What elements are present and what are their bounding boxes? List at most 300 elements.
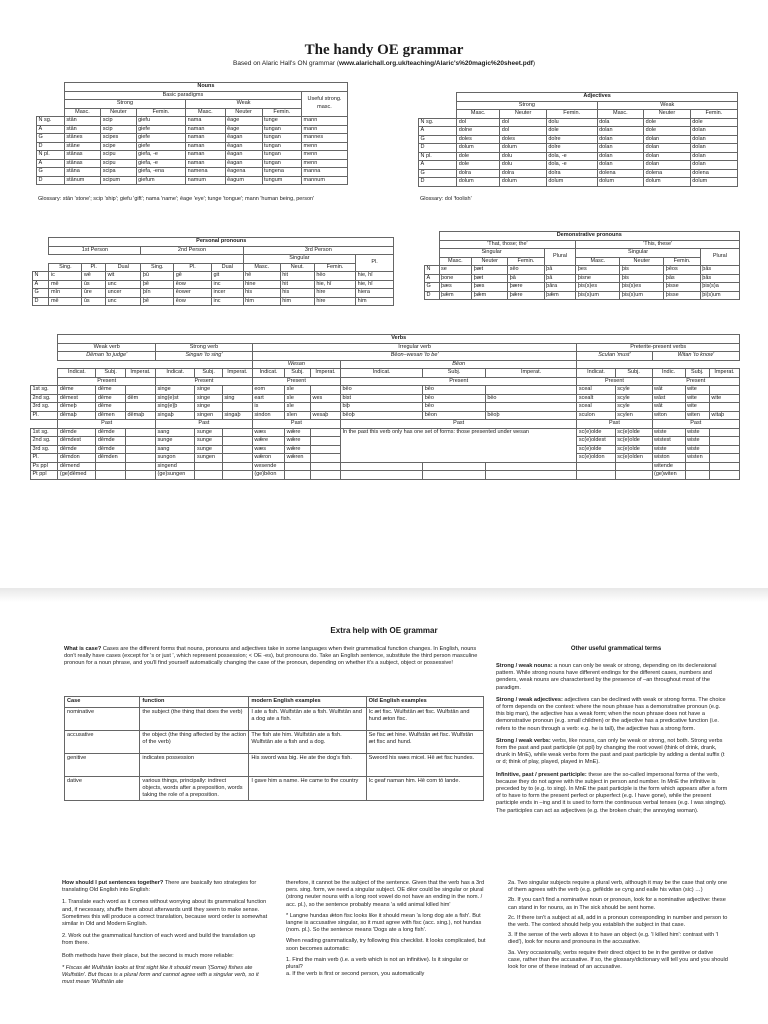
table-cell: dēme [58, 386, 96, 395]
present-subheader: Present [577, 377, 652, 386]
table-cell: scipum [101, 176, 136, 185]
table-cell: dēmeþ [58, 403, 96, 412]
table-cell: giefa, -e [136, 151, 186, 160]
subtitle-link[interactable]: www.alarichall.org.uk/teaching/Alaric's%20magic%20sheet.pdf [338, 60, 533, 67]
table-cell: His sword was big. He ate the dog's fish. [249, 753, 366, 776]
adjectives-table [418, 92, 738, 187]
verbs-strong-header: Strong verb [156, 343, 253, 352]
pronouns-col-header: Masc. [243, 263, 280, 272]
table-cell: wǣre [285, 437, 311, 446]
pronouns-p2: 2nd Person [141, 246, 243, 255]
row-label: G [37, 168, 65, 177]
table-cell: (ge)witen [652, 471, 685, 480]
table-cell: dēmden [96, 454, 126, 463]
table-cell: sunge [195, 428, 222, 437]
table-cell [340, 471, 422, 480]
table-cell [485, 403, 577, 412]
table-cell: sc(e)olde [615, 428, 652, 437]
adjectives-title: Adjectives [457, 93, 738, 102]
table-cell: incer [211, 289, 243, 298]
checklist-a: therefore, it cannot be the subject of the sentence. Given that the verb has a 3rd pers. sing. form, we need a singular subject. OE dēor could be singular or plural (strong neuter nouns with a long root vowel do not have an ending in the nom. / acc. pl.), so the sentence probably means 'a wild animal killed him' [286, 880, 485, 908]
table-cell: wiste [685, 437, 709, 446]
table-row [419, 127, 738, 136]
table-cell: his [243, 289, 280, 298]
table-cell: sungen [195, 454, 222, 463]
table-cell: wiste [652, 445, 685, 454]
adjectives-col-header: Femin. [546, 110, 597, 119]
table-row [31, 462, 740, 471]
table-cell: dēm [125, 394, 155, 403]
table-row [37, 151, 348, 160]
table-cell: dolum [457, 178, 500, 187]
verbs-col-header: Imperat. [485, 369, 577, 378]
table-row [31, 471, 740, 480]
nouns-strong-header: Strong [64, 100, 185, 109]
table-cell: þǣm [472, 291, 508, 300]
pronouns-title: Personal pronouns [49, 238, 394, 247]
table-cell: dole [644, 118, 691, 127]
row-label: A [33, 280, 49, 289]
table-cell: dolan [597, 127, 644, 136]
checklist-column [286, 880, 486, 978]
table-cell: wæs [252, 445, 284, 454]
verbs-col-header: Indicat. [577, 369, 615, 378]
beon-past-note: In the past this verb only has one set of forms: those presented under wesan [340, 428, 576, 462]
table-cell: sīen [285, 411, 311, 420]
row-label: Ps ppl [31, 462, 58, 471]
table-cell [222, 471, 252, 480]
row-label: A [419, 161, 457, 170]
how-text: There are basically two strategies for translating Old English into English: [62, 880, 257, 894]
table-row [33, 289, 394, 298]
row-label: 1st sg. [31, 428, 58, 437]
table-cell [685, 462, 709, 471]
table-cell: scip [101, 117, 136, 126]
table-cell: tungan [262, 125, 301, 134]
term-definition: these are the so-called impersonal forms of the verb, because they do not agree with the subject in person and number. In MnE the infinitive is preceded by to (e.g. to sing). In MnE the past participle is the form which appears after a form of to have to form the present perfect or pluperfect (e.g. I have gone), while the present participle ends in –ing and it is used to form the continuous verbal tenses (e.g. I was singing). The participles can act as adjectives (e.g. the broken chair; the annoying woman). [496, 771, 728, 814]
how-both: Both methods have their place, but the second is much more reliable: [62, 952, 234, 959]
table-cell: dolu [500, 152, 547, 161]
table-cell: dolan [690, 152, 737, 161]
table-cell: hie, hī [356, 280, 394, 289]
table-cell: giefa, -ena [136, 168, 186, 177]
table-cell: dole [690, 118, 737, 127]
table-cell [685, 471, 709, 480]
table-cell: giefa, -e [136, 159, 186, 168]
table-cell: þis(s)um [620, 291, 664, 300]
table-cell: dēmaþ [58, 411, 96, 420]
table-cell [577, 462, 615, 471]
table-cell: the object (the thing affected by the action of the verb) [140, 730, 249, 753]
table-cell [285, 471, 311, 480]
adjectives-col-header: Femin. [690, 110, 737, 119]
table-cell [310, 445, 340, 454]
cases-table [64, 696, 484, 801]
pronouns-col-header: Pl. [82, 263, 106, 272]
row-label: 1st sg. [31, 386, 58, 395]
verbs-wesan-header: Wesan [252, 360, 340, 369]
table-cell [423, 471, 486, 480]
table-cell [195, 471, 222, 480]
table-cell: wǣre [285, 445, 311, 454]
table-cell: doles [457, 135, 500, 144]
table-cell: dēmest [58, 394, 96, 403]
table-cell [125, 428, 155, 437]
table-cell: dolan [644, 144, 691, 153]
table-cell [125, 386, 155, 395]
table-cell: doles [500, 135, 547, 144]
table-cell: wite [685, 394, 709, 403]
table-cell: gē [174, 272, 212, 281]
pronouns-col-header: Neut. [280, 263, 314, 272]
table-cell [310, 462, 340, 471]
pronouns-p3: 3rd Person [243, 246, 393, 255]
table-cell: Ic æt fisc. Wulfstān æt fisc. Wulfstān and hund æton fisc. [366, 707, 483, 730]
table-cell: þē [141, 280, 174, 289]
term-heading: Strong / weak nouns: [496, 663, 553, 669]
table-cell: dēme [96, 403, 126, 412]
table-cell: dolu [546, 118, 597, 127]
table-row [37, 125, 348, 134]
table-cell: þǣre [508, 291, 544, 300]
table-cell: bēo [423, 386, 486, 395]
demonstratives-table [424, 231, 740, 300]
table-cell: dolum [457, 144, 500, 153]
nouns-useful-header: Useful strong. masc. [302, 91, 348, 117]
table-cell: wite [685, 386, 709, 395]
row-label: 2nd sg. [31, 394, 58, 403]
row-label: 2nd sg. [31, 437, 58, 446]
table-cell: þisne [576, 274, 620, 283]
table-cell: inc [211, 297, 243, 306]
verbs-irregular-header: Irregular verb [252, 343, 577, 352]
table-cell: mann [302, 117, 348, 126]
verbs-strong-example: Singan 'to sing' [156, 352, 253, 361]
row-label: A [425, 274, 440, 283]
verbs-preterite-header: Preterite-present verbs [577, 343, 740, 352]
table-cell: þis(s)a [700, 283, 739, 292]
verbs-beon-header: Bēon [340, 360, 576, 369]
table-cell: stānas [64, 151, 100, 160]
subject-3: 3. If the sense of the verb allows it to have an object (e.g. 'I killed him': contrast with 'I died'), look for nouns and pronouns in the accusative. [508, 932, 719, 946]
table-cell: ic [49, 272, 82, 281]
table-row [419, 144, 738, 153]
how-step-1: 1. Translate each word as it comes without worrying about its grammatical function and, if necessary, shuffle them about afterwards until they seem to make sense. Sometimes this will produce a correct translation, because word order is somewhat similar in Old and Modern English. [62, 899, 268, 928]
table-cell: stān [64, 125, 100, 134]
term-heading: Strong / weak adjectives: [496, 696, 563, 703]
table-cell: hit [280, 280, 314, 289]
table-cell: sang [156, 445, 195, 454]
verbs-col-header: Indicat. [340, 369, 422, 378]
table-cell: sīe [285, 386, 311, 395]
table-cell: dolra [500, 169, 547, 178]
table-cell: dolum [500, 178, 547, 187]
table-cell: scyle [615, 386, 652, 395]
other-terms-title: Other useful grammatical terms [570, 646, 662, 652]
row-label: N sg. [37, 117, 65, 126]
table-cell: dolena [597, 169, 644, 178]
table-row [425, 291, 740, 300]
subject-3a: 3a. Very occasionally, verbs require their direct object to be in the genitive or dative case, rather than the accusative. If so, the glossary/dictionary will tell you and you should look for one of these instead of an accusative. [508, 949, 728, 971]
table-cell: þisse [664, 283, 700, 292]
table-cell: sing [222, 394, 252, 403]
table-cell: bist [340, 394, 422, 403]
table-cell: dolan [644, 135, 691, 144]
table-cell: bēoþ [485, 411, 577, 420]
table-cell: stāna [64, 168, 100, 177]
table-cell [310, 454, 340, 463]
table-cell: singen [195, 411, 222, 420]
verbs-col-header: Indicat. [252, 369, 284, 378]
table-cell: giefe [136, 134, 186, 143]
personal-pronouns-table [32, 237, 394, 306]
table-cell [125, 462, 155, 471]
table-cell: wite [685, 403, 709, 412]
table-cell: dolu [500, 161, 547, 170]
table-cell: him [356, 297, 394, 306]
table-cell: sing(e)st [156, 394, 195, 403]
table-cell [222, 386, 252, 395]
verbs-table [30, 334, 740, 480]
row-label: D [37, 142, 65, 151]
table-cell: scipu [101, 159, 136, 168]
table-cell: singaþ [222, 411, 252, 420]
table-cell: þās [664, 274, 700, 283]
adjectives-glossary: Glossary: dol 'foolish' [420, 196, 472, 202]
pronouns-singular: Singular [243, 255, 356, 264]
table-cell: menn [302, 142, 348, 151]
nouns-glossary: Glossary: stān 'stone'; scip 'ship'; giefu 'gift'; nama 'name'; ēage 'eye'; tunge 'tongue'; mann 'human being, person' [38, 196, 315, 202]
nouns-col-header: Femin. [262, 108, 301, 117]
table-cell: him [243, 297, 280, 306]
how-question: How should I put sentences together? [62, 880, 164, 886]
table-cell: wes [310, 394, 340, 403]
table-cell: þis(s)es [620, 283, 664, 292]
table-cell: bēo [423, 394, 486, 403]
table-cell: þā [544, 266, 576, 275]
table-cell: eom [252, 386, 284, 395]
table-cell: wāst [652, 394, 685, 403]
table-cell [195, 462, 222, 471]
present-subheader: Present [156, 377, 253, 386]
nouns-col-header: Neuter [101, 108, 136, 117]
table-cell: scipe [101, 142, 136, 151]
table-cell: mīn [49, 289, 82, 298]
present-subheader: Present [58, 377, 156, 386]
table-row [31, 403, 740, 412]
table-cell: mannum [302, 176, 348, 185]
table-cell: sunge [195, 445, 222, 454]
table-cell: biþ [340, 403, 422, 412]
table-cell: þæt [472, 266, 508, 275]
subject-2b: 2b. If you can't find a nominative noun or pronoun, look for a nominative adjective: these can stand in for nouns, as in The sick should be sent home. [508, 897, 726, 911]
table-cell: tungan [262, 159, 301, 168]
nouns-basic-paradigms: Basic paradigms [64, 91, 301, 100]
table-cell: dolum [690, 178, 737, 187]
table-cell: þis [620, 266, 664, 275]
table-cell: dolena [690, 169, 737, 178]
table-cell: wesaþ [310, 411, 340, 420]
demonstratives-col-header: Masc. [576, 257, 620, 266]
table-cell [222, 454, 252, 463]
table-cell: dolum [500, 144, 547, 153]
how-column [62, 880, 268, 986]
table-cell: dolum [546, 178, 597, 187]
table-cell: giefe [136, 125, 186, 134]
table-cell: dol [457, 118, 500, 127]
table-cell [485, 386, 577, 395]
table-cell: bēo [423, 403, 486, 412]
table-cell: þæt [472, 274, 508, 283]
table-cell: stān [64, 117, 100, 126]
table-cell: þi(s)um [700, 291, 739, 300]
table-cell: stāne [64, 142, 100, 151]
subject-2a: 2a. Two singular subjects require a plural verb, although it may be the case that only one of them agrees with the verb (e.g. gefēdde se cyng and ealle his witan (sic) …) [508, 880, 728, 894]
table-cell: bēoþ [340, 411, 422, 420]
nouns-table [36, 82, 348, 185]
table-cell: manna [302, 168, 348, 177]
table-cell: þisse [664, 291, 700, 300]
table-cell: eart [252, 394, 284, 403]
table-cell: sceal [577, 403, 615, 412]
table-cell: ēagan [225, 142, 262, 151]
table-cell: nama [186, 117, 225, 126]
demonstratives-col-header: Femin. [508, 257, 544, 266]
table-cell: bēon [423, 411, 486, 420]
term-definition: adjectives can be declined with weak or strong forms. The choice of form depends on the context: where the noun phrase has a demonstrative pronoun (e.g. this big man), the adjective has a weak form; when the noun phrase does not have a demonstrative pronoun (e.g. small children) or the adjective has a predicative function (i.e. refers to the noun through a verb: e.g. he is tall), the adjective has a strong form. [496, 696, 726, 732]
verbs-sculan-example: Sculan 'must' [577, 352, 652, 361]
row-label: N sg. [419, 118, 457, 127]
row-label: D [419, 144, 457, 153]
table-cell: dol [500, 118, 547, 127]
table-cell: (ge)bēon [252, 471, 284, 480]
verbs-title: Verbs [58, 335, 740, 344]
table-cell: unc [106, 280, 141, 289]
table-cell: naman [186, 125, 225, 134]
table-cell: bēo [340, 386, 422, 395]
row-label: 3rd sg. [31, 403, 58, 412]
pronouns-pl: Pl. [356, 255, 394, 272]
table-cell: sc(e)olden [615, 454, 652, 463]
table-cell: dēme [96, 386, 126, 395]
table-cell: wesende [252, 462, 284, 471]
table-cell: sc(e)oldest [577, 437, 615, 446]
present-subheader: Present [652, 377, 739, 386]
pronouns-col-header: Sing. [141, 263, 174, 272]
verbs-witan-example: Witan 'to know' [652, 352, 739, 361]
verbs-col-header: Imperat. [222, 369, 252, 378]
table-row [33, 297, 394, 306]
table-cell: tungum [262, 176, 301, 185]
past-subheader: Past [652, 420, 739, 429]
table-cell [709, 403, 739, 412]
table-cell: ēower [174, 289, 212, 298]
term-item [496, 772, 728, 815]
table-cell: þære [508, 283, 544, 292]
row-label: G [419, 135, 457, 144]
table-cell: dolan [644, 152, 691, 161]
case-name: accusative [65, 730, 140, 753]
row-label: N pl. [419, 152, 457, 161]
table-cell: menn [302, 151, 348, 160]
row-label: D [33, 297, 49, 306]
extra-title: Extra help with OE grammar [330, 626, 438, 635]
table-cell: sc(e)oldon [577, 454, 615, 463]
table-cell: namum [186, 176, 225, 185]
table-cell [340, 462, 422, 471]
pronouns-col-header: Sing. [49, 263, 82, 272]
how-step-2: 2. Work out the grammatical function of each word and build the translation up from there. [62, 933, 256, 947]
table-cell: dolan [597, 135, 644, 144]
table-cell: scipes [101, 134, 136, 143]
row-label: Pt ppl [31, 471, 58, 480]
row-label: D [425, 291, 440, 300]
table-cell: þēos [664, 266, 700, 275]
table-cell: dēmaþ [125, 411, 155, 420]
table-cell: ēagena [225, 168, 262, 177]
nouns-col-header: Femin. [136, 108, 186, 117]
table-cell: hit [280, 272, 314, 281]
table-cell: is [252, 403, 284, 412]
table-cell: wit [106, 272, 141, 281]
table-cell: wǣron [252, 454, 284, 463]
table-cell: wistest [652, 437, 685, 446]
table-cell: wisten [685, 454, 709, 463]
row-label: G [37, 134, 65, 143]
table-row [31, 386, 740, 395]
table-cell: singe [195, 386, 222, 395]
table-cell: dolne [457, 127, 500, 136]
table-cell: se [439, 266, 472, 275]
table-cell [222, 428, 252, 437]
case-name: dative [65, 776, 140, 800]
table-cell [485, 471, 577, 480]
table-cell: giefe [136, 142, 186, 151]
table-cell: þæs [439, 283, 472, 292]
term-item [496, 697, 728, 733]
table-cell: ēage [225, 125, 262, 134]
table-cell: witon [652, 411, 685, 420]
row-label: G [419, 169, 457, 178]
verbs-col-header: Indicat. [58, 369, 96, 378]
table-cell: sungon [156, 454, 195, 463]
table-cell: giefum [136, 176, 186, 185]
verbs-col-header: Subj. [615, 369, 652, 378]
table-cell: dol [500, 127, 547, 136]
table-cell [709, 445, 739, 454]
table-cell: dole [457, 152, 500, 161]
verbs-col-header: Imperat. [310, 369, 340, 378]
table-row [65, 730, 484, 753]
table-row [419, 118, 738, 127]
table-cell: þis(s)um [576, 291, 620, 300]
table-cell: mē [49, 280, 82, 289]
table-cell: wāt [652, 386, 685, 395]
table-cell: wiston [652, 454, 685, 463]
table-cell: scipu [101, 151, 136, 160]
demonstratives-col-header: Neuter [472, 257, 508, 266]
table-cell [125, 471, 155, 480]
table-cell: Sweord his wæs micel. Hē æt fisc hundes. [366, 753, 483, 776]
table-cell [125, 403, 155, 412]
other-terms-list [496, 658, 728, 815]
cases-col-header: function [140, 697, 249, 708]
demonstratives-title: Demonstrative pronouns [439, 232, 739, 241]
table-row [33, 280, 394, 289]
table-row [425, 274, 740, 283]
table-cell: hie, hī [314, 280, 355, 289]
row-label: A [37, 159, 65, 168]
